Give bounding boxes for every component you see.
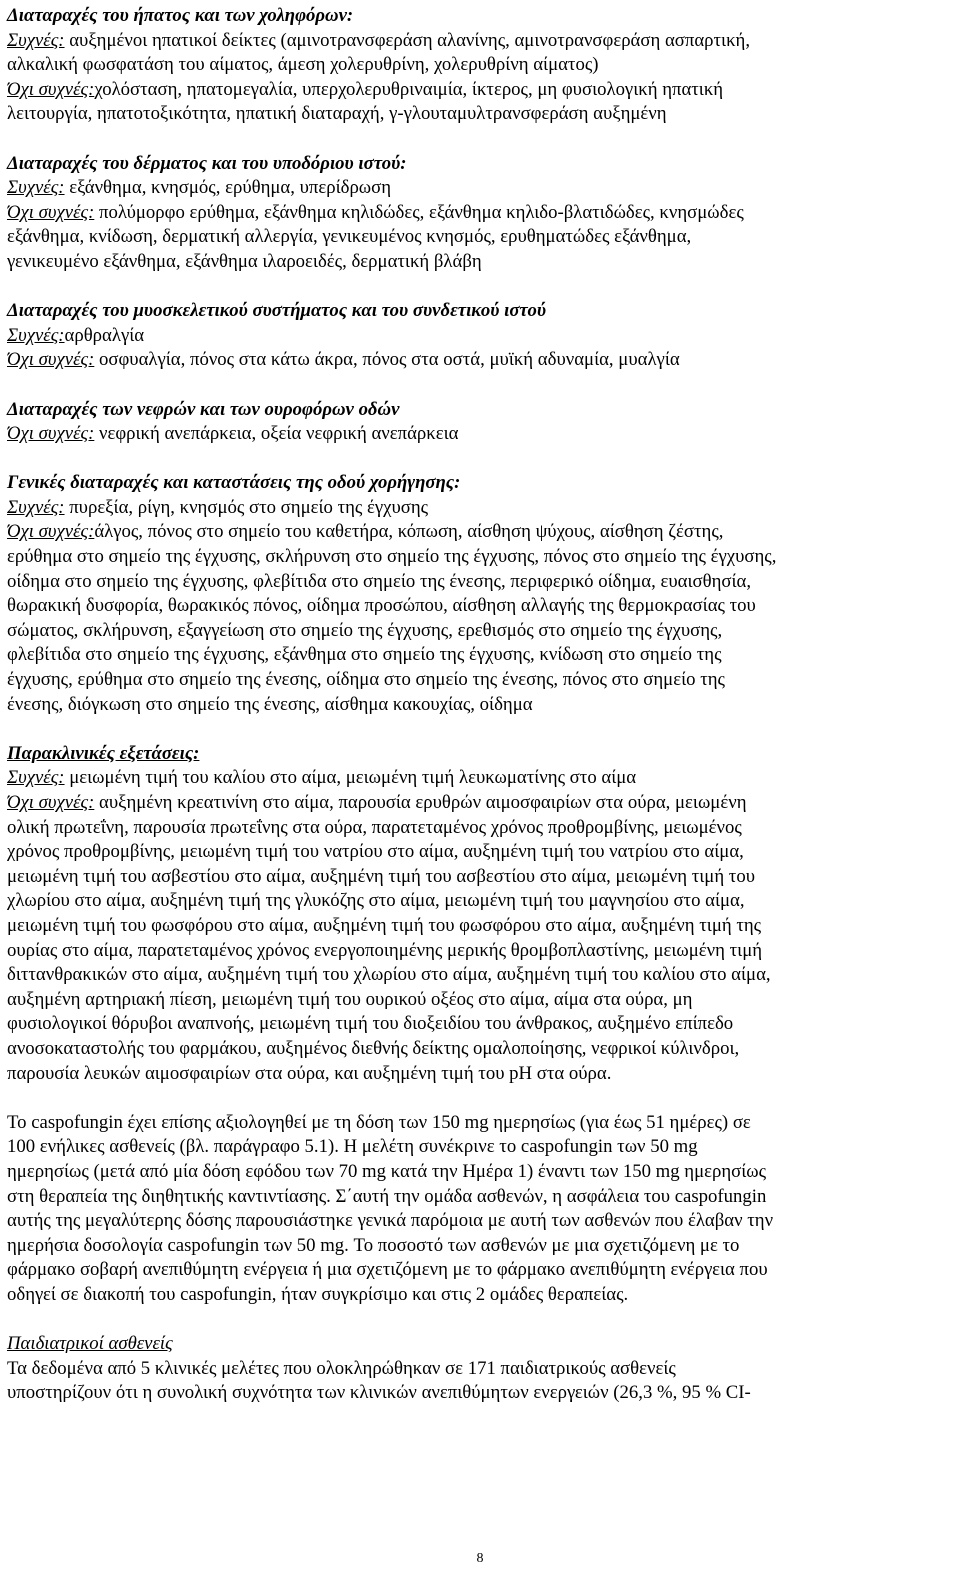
general-uncommon-text-2: ερύθημα στο σημείο της έγχυσης, σκλήρυνση στο σημείο της έγχυσης, πόνος στο σημείο της έγχυσης, xyxy=(7,546,777,568)
investigations-uncommon-text-9: αυξημένη αρτηριακή πίεση, μειωμένη τιμή του ουρικού οξέος στο αίμα, αίμα στα ούρα, μη xyxy=(7,988,693,1010)
skin-uncommon-text-2: εξάνθημα, κνίδωση, δερματική αλλεργία, γενικευμένος κνησμός, ερυθηματώδες εξάνθημα, xyxy=(7,226,692,248)
spacer xyxy=(7,717,957,742)
general-uncommon-line xyxy=(7,520,955,545)
musculo-common-text: αρθραλγία xyxy=(64,324,145,346)
spacer xyxy=(7,447,957,472)
dose-paragraph-line-7: φάρμακο σοβαρή ανεπιθύμητη ενέργεια ή μια σχετιζόμενη με το φάρμακο ανεπιθύμητη ενέργεια που xyxy=(7,1259,768,1281)
frequency-label-common: Συχνές: xyxy=(7,496,65,518)
musculo-common-line xyxy=(7,324,955,349)
dose-paragraph-line-2: 100 ενήλικες ασθενείς (βλ. παράγραφο 5.1). Η μελέτη συνέκρινε το caspofungin των 50 mg xyxy=(7,1136,698,1158)
page-number: 8 xyxy=(476,1551,484,1566)
liver-common-text: αυξημένοι ηπατικοί δείκτες (αμινοτρανσφεράση αλανίνης, αμινοτρανσφεράση ασπαρτική, xyxy=(64,29,751,51)
section-heading-renal: Διαταραχές των νεφρών και των ουροφόρων οδών xyxy=(7,398,400,420)
general-common-text: πυρεξία, ρίγη, κνησμός στο σημείο της έγχυσης xyxy=(64,496,429,518)
investigations-uncommon-text-2: ολική πρωτεΐνη, παρουσία πρωτεΐνης στα ούρα, παρατεταμένος χρόνος προθρομβίνης, μειωμένος xyxy=(7,816,742,838)
investigations-uncommon-text-11: ανοσοκαταστολής του φαρμάκου, αυξημένος διεθνής δείκτης ομαλοποίησης, νεφρικοί κύλινδροι, xyxy=(7,1037,740,1059)
frequency-label-uncommon: Όχι συχνές: xyxy=(7,349,95,371)
investigations-uncommon-text-12: παρουσία λευκών αιμοσφαιρίων στα ούρα, και αυξημένη τιμή του pH στα ούρα. xyxy=(7,1062,612,1084)
investigations-uncommon-line xyxy=(7,791,955,816)
frequency-label-common: Συχνές: xyxy=(7,177,65,199)
general-uncommon-text-8: ένεσης, διόγκωση στο σημείο της ένεσης, αίσθημα κακουχίας, οίδημα xyxy=(7,693,533,715)
investigations-common-line xyxy=(7,766,955,791)
investigations-uncommon-text-8: διττανθρακικών στο αίμα, αυξημένη τιμή του χλωρίου στο αίμα, αυξημένη τιμή του καλίου στο αίμα, xyxy=(7,964,771,986)
liver-uncommon-line xyxy=(7,78,955,103)
spacer xyxy=(7,373,957,398)
pediatric-text-line-1: Τα δεδομένα από 5 κλινικές μελέτες που ολοκληρώθηκαν σε 171 παιδιατρικούς ασθενείς xyxy=(7,1357,676,1379)
spacer xyxy=(7,1307,957,1332)
frequency-label-uncommon: Όχι συχνές: xyxy=(7,78,95,100)
skin-common-line xyxy=(7,176,955,201)
section-heading-general: Γενικές διαταραχές και καταστάσεις της οδού χορήγησης: xyxy=(7,472,461,494)
dose-paragraph-line-4: στη θεραπεία της διηθητικής καντιντίασης. Σ΄αυτή την ομάδα ασθενών, η ασφάλεια του caspofungin xyxy=(7,1185,767,1207)
general-uncommon-text-5: σώματος, σκλήρυνση, εξαγγείωση στο σημείο της έγχυσης, ερεθισμός στο σημείο της έγχυσης, xyxy=(7,619,723,641)
general-uncommon-text-6: φλεβίτιδα στο σημείο της έγχυσης, εξάνθημα στο σημείο της έγχυσης, κνίδωση στο σημείο της xyxy=(7,644,722,666)
spacer xyxy=(7,275,957,300)
renal-uncommon-text: νεφρική ανεπάρκεια, οξεία νεφρική ανεπάρκεια xyxy=(94,423,459,445)
general-common-line xyxy=(7,496,955,521)
investigations-uncommon-text-7: ουρίας στο αίμα, παρατεταμένος χρόνος ενεργοποιημένης μερικής θρομβοπλαστίνης, μειωμένη τιμή xyxy=(7,939,763,961)
spacer xyxy=(7,127,957,152)
general-uncommon-text: άλγος, πόνος στο σημείο του καθετήρα, κόπωση, αίσθηση ψύχους, αίσθηση ζέστης, xyxy=(94,521,724,543)
liver-uncommon-text-2: λειτουργία, ηπατοτοξικότητα, ηπατική διαταραχή, γ-γλουταμυλτρανσφεράση αυξημένη xyxy=(7,103,667,125)
section-heading-investigations: Παρακλινικές εξετάσεις: xyxy=(7,742,200,764)
skin-common-text: εξάνθημα, κνησμός, ερύθημα, υπερίδρωση xyxy=(64,177,392,199)
investigations-common-text: μειωμένη τιμή του καλίου στο αίμα, μειωμένη τιμή λευκωματίνης στο αίμα xyxy=(64,767,637,789)
general-uncommon-text-3: οίδημα στο σημείο της έγχυσης, φλεβίτιδα στο σημείο της ένεσης, περιφερικό οίδημα, ευαισθησία, xyxy=(7,570,752,592)
frequency-label-uncommon: Όχι συχνές: xyxy=(7,201,95,223)
investigations-uncommon-text-6: μειωμένη τιμή του φωσφόρου στο αίμα, αυξημένη τιμή του φωσφόρου στο αίμα, αυξημένη τιμή της xyxy=(7,914,762,936)
section-heading-liver: Διαταραχές του ήπατος και των χοληφόρων: xyxy=(7,5,354,26)
renal-uncommon-line xyxy=(7,422,955,447)
section-heading-pediatric: Παιδιατρικοί ασθενείς xyxy=(7,1333,173,1355)
dose-paragraph-line-1: Το caspofungin έχει επίσης αξιολογηθεί με τη δόση των 150 mg ημερησίως (για έως 51 ημέρες) σε xyxy=(7,1111,751,1133)
investigations-uncommon-text-5: χλωρίου στο αίμα, αυξημένη τιμή της γλυκόζης στο αίμα, μειωμένη τιμή του μαγνησίου στο αίμα, xyxy=(7,890,745,912)
frequency-label-uncommon: Όχι συχνές: xyxy=(7,423,95,445)
frequency-label-uncommon: Όχι συχνές: xyxy=(7,792,95,813)
skin-uncommon-line xyxy=(7,201,955,226)
dose-paragraph-line-8: οδηγεί σε διακοπή του caspofungin, ήταν συγκρίσιμο και στις 2 ομάδες θεραπείας. xyxy=(7,1283,629,1305)
musculo-uncommon-text: οσφυαλγία, πόνος στα κάτω άκρα, πόνος στα οστά, μυϊκή αδυναμία, μυαλγία xyxy=(94,349,680,371)
skin-uncommon-text: πολύμορφο ερύθημα, εξάνθημα κηλιδώδες, εξάνθημα κηλιδο-βλατιδώδες, κνησμώδες xyxy=(94,201,744,223)
investigations-uncommon-text-3: χρόνος προθρομβίνης, μειωμένη τιμή του νατρίου στο αίμα, αυξημένη τιμή του νατρίου στο αίμα, xyxy=(7,841,744,863)
section-heading-musculoskeletal: Διαταραχές του μυοσκελετικού συστήματος και του συνδετικού ιστού xyxy=(7,300,547,322)
dose-paragraph-line-3: ημερησίως (μετά από μία δόση εφόδου των 70 mg κατά την Ημέρα 1) έναντι των 150 mg ημερησίως xyxy=(7,1160,767,1182)
spacer xyxy=(7,1086,957,1111)
skin-uncommon-text-3: γενικευμένο εξάνθημα, εξάνθημα ιλαροειδές, δερματική βλάβη xyxy=(7,250,482,272)
general-uncommon-text-7: έγχυσης, ερύθημα στο σημείο της ένεσης, οίδημα στο σημείο της ένεσης, πόνος στο σημείο της xyxy=(7,669,725,691)
pediatric-text-line-2: υποστηρίζουν ότι η συνολική συχνότητα των κλινικών ανεπιθύμητων ενεργειών (26,3 %, 95 % CI- xyxy=(7,1382,751,1404)
frequency-label-common: Συχνές: xyxy=(7,29,65,51)
investigations-uncommon-text-4: μειωμένη τιμή του ασβεστίου στο αίμα, αυξημένη τιμή του ασβεστίου στο αίμα, μειωμένη τιμή του xyxy=(7,865,756,887)
investigations-uncommon-text: αυξημένη κρεατινίνη στο αίμα, παρουσία ερυθρών αιμοσφαιρίων στα ούρα, μειωμένη xyxy=(94,792,747,813)
dose-paragraph-line-6: ημερήσια δοσολογία caspofungin των 50 mg. Το ποσοστό των ασθενών με μια σχετιζόμενη με το xyxy=(7,1234,740,1256)
frequency-label-common: Συχνές: xyxy=(7,324,65,346)
liver-common-text-2: αλκαλική φωσφατάση του αίματος, άμεση χολερυθρίνη, χολερυθρίνη αίματος) xyxy=(7,54,599,76)
section-heading-skin: Διαταραχές του δέρματος και του υποδόριου ιστού: xyxy=(7,152,407,174)
document-page xyxy=(7,4,957,1406)
frequency-label-uncommon: Όχι συχνές: xyxy=(7,521,95,543)
liver-uncommon-text: χολόσταση, ηπατομεγαλία, υπερχολερυθριναιμία, ίκτερος, μη φυσιολογική ηπατική xyxy=(94,78,724,100)
musculo-uncommon-line xyxy=(7,348,955,373)
liver-common-line xyxy=(7,29,955,54)
frequency-label-common: Συχνές: xyxy=(7,767,65,789)
investigations-uncommon-text-10: φυσιολογικοί θόρυβοι αναπνοής, μειωμένη τιμή του διοξειδίου του άνθρακος, αυξημένο επίπεδο xyxy=(7,1013,734,1035)
general-uncommon-text-4: θωρακική δυσφορία, θωρακικός πόνος, οίδημα προσώπου, αίσθηση αλλαγής της θερμοκρασίας του xyxy=(7,595,756,617)
dose-paragraph-line-5: αυτής της μεγαλύτερης δόσης παρουσιάστηκε γενικά παρόμοια με αυτή των ασθενών που έλαβαν την xyxy=(7,1210,774,1232)
